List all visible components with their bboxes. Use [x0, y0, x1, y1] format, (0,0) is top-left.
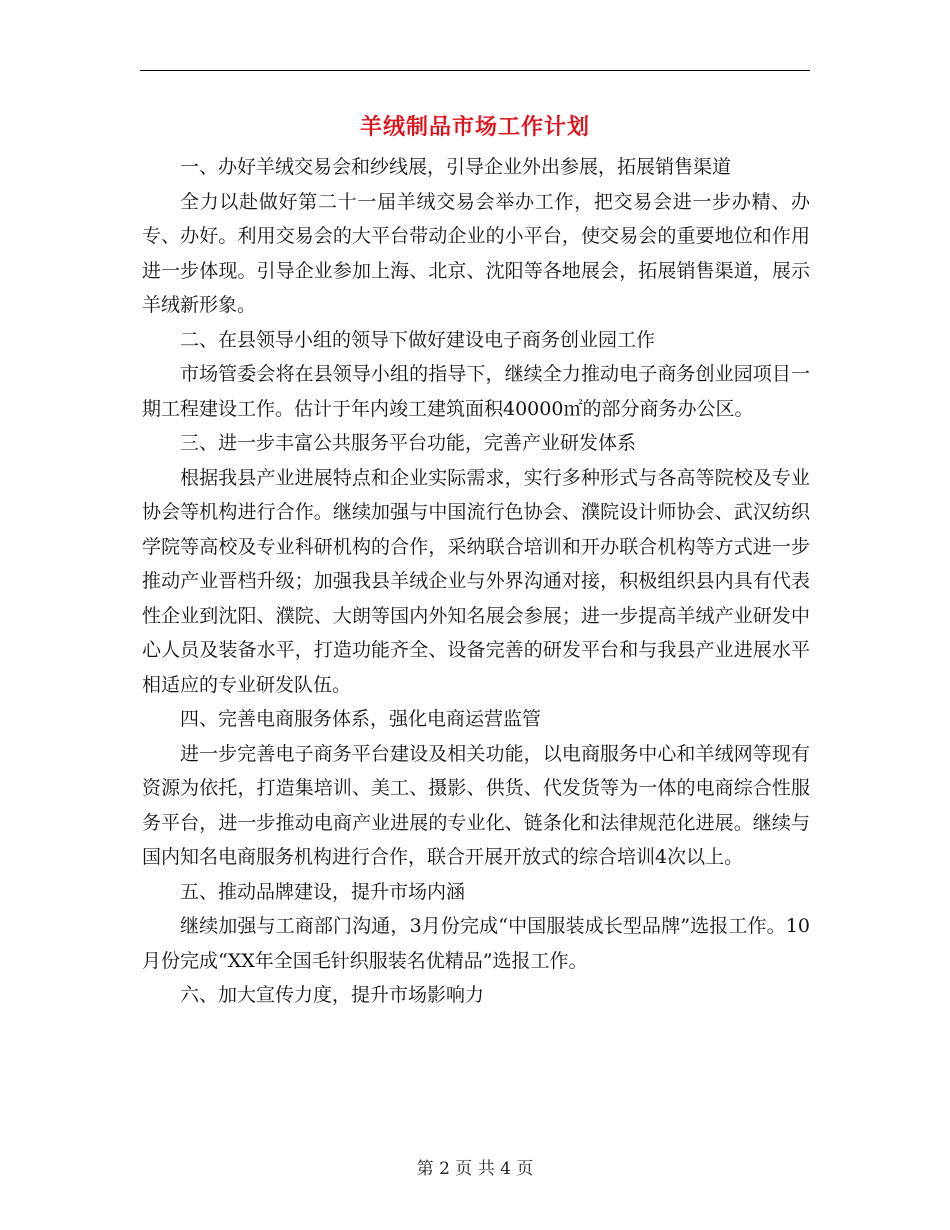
heading-section-2: 二、在县领导小组的领导下做好建设电子商务创业园工作 [180, 328, 656, 351]
paragraph-section-2: 市场管委会将在县领导小组的指导下，继续全力推动电子商务创业园项目一期工程建设工作。估计于年内竣工建筑面积40000㎡的部分商务办公区。 [142, 363, 810, 420]
page-number: 第 2 页 共 4 页 [416, 1159, 534, 1179]
heading-section-1: 一、办好羊绒交易会和纱线展，引导企业外出参展，拓展销售渠道 [180, 156, 732, 178]
paragraph-section-1: 全力以赴做好第二十一届羊绒交易会举办工作，把交易会进一步办精、办专、办好。利用交易会的大平台带动企业的小平台，使交易会的重要地位和作用进一步体现。引导企业参加上海、北京、沈阳等各地展会，拓展销售渠道，展示羊绒新形象。 [142, 190, 810, 316]
heading-section-4: 四、完善电商服务体系，强化电商运营监管 [180, 708, 542, 730]
heading-section-5: 五、推动品牌建设，提升市场内涵 [180, 880, 466, 903]
document-body [142, 150, 810, 1013]
paragraph-section-5: 继续加强与工商部门沟通，3月份完成“中国服装成长型品牌”选报工作。10月份完成“XX年全国毛针织服装名优精品”选报工作。 [142, 915, 810, 972]
heading-section-6: 六、加大宣传力度，提升市场影响力 [180, 984, 485, 1006]
paragraph-section-3: 根据我县产业进展特点和企业实际需求，实行多种形式与各高等院校及专业协会等机构进行合作。继续加强与中国流行色协会、濮院设计师协会、武汉纺织学院等高校及专业科研机构的合作，采纳联合培训和开办联合机构等方式进一步推动产业晋档升级；加强我县羊绒企业与外界沟通对接，积极组织县内具有代表性企业到沈阳、濮院、大朗等国内外知名展会参展；进一步提高羊绒产业研发中心人员及装备水平，打造功能齐全、设备完善的研发平台和与我县产业进展水平相适应的专业研发队伍。 [142, 466, 810, 696]
paragraph-section-4: 进一步完善电子商务平台建设及相关功能，以电商服务中心和羊绒网等现有资源为依托，打造集培训、美工、摄影、供货、代发货等为一体的电商综合性服务平台，进一步推动电商产业进展的专业化、链条化和法律规范化进展。继续与国内知名电商服务机构进行合作，联合开展开放式的综合培训4次以上。 [142, 742, 810, 868]
header-rule [140, 70, 810, 71]
document-title: 羊绒制品市场工作计划 [359, 114, 590, 140]
heading-section-3: 三、进一步丰富公共服务平台功能，完善产业研发体系 [180, 432, 637, 454]
